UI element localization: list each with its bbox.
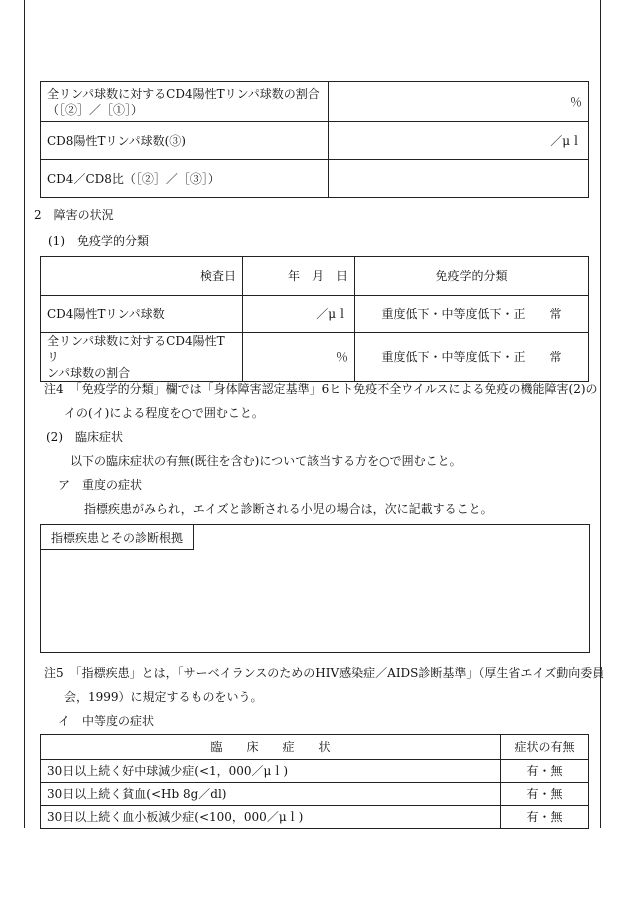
symptom-cell: 30日以上続く血小板減少症(<100，000／μｌ): [41, 806, 501, 829]
class-options[interactable]: 重度低下・中等度低下・正 常: [355, 333, 589, 382]
date-input[interactable]: 年 月 日: [243, 257, 355, 296]
subsection-heading: (2) 臨床症状: [46, 430, 123, 444]
table-row: [41, 760, 589, 783]
value-cell[interactable]: [329, 160, 589, 198]
table-row: [41, 296, 589, 333]
severe-heading: ア 重度の症状: [58, 478, 143, 492]
subsection-heading: (1) 免疫学的分類: [48, 234, 149, 248]
indicator-disease-box[interactable]: [40, 524, 590, 653]
row-label: 全リンパ球数に対するCD4陽性Tリ ンパ球数の割合: [41, 333, 243, 382]
presence-options[interactable]: 有・無: [501, 760, 589, 783]
note-5-line1: 注5 「指標疾患」とは，「サーベイランスのためのHIV感染症／AIDS診断基準」（厚生省エイズ動向委員: [44, 666, 605, 680]
page-border-right: [600, 0, 601, 828]
symptom-header: 臨 床 症 状: [41, 735, 501, 760]
moderate-heading: イ 中等度の症状: [58, 714, 155, 728]
note-4-line1: 注4 「免疫学的分類」欄では「身体障害認定基準」6ヒト免疫不全ウイルスによる免疫の機能障害(2)の: [44, 382, 598, 396]
page-border-left: [24, 0, 25, 828]
immuno-table: [40, 256, 589, 382]
table-header-row: [41, 735, 589, 760]
row-label: 全リンパ球数に対するCD4陽性Tリンパ球数の割合 （［②］／［①］）: [41, 82, 329, 122]
table-row: [41, 333, 589, 382]
value-cell[interactable]: ％: [243, 333, 355, 382]
presence-header: 症状の有無: [501, 735, 589, 760]
section-heading: 2 障害の状況: [34, 208, 114, 222]
class-header: 免疫学的分類: [355, 257, 589, 296]
table-header-row: [41, 257, 589, 296]
date-label: 検査日: [41, 257, 243, 296]
row-label: CD4陽性Tリンパ球数: [41, 296, 243, 333]
severe-text: 指標疾患がみられ，エイズと診断される小児の場合は，次に記載すること。: [84, 502, 493, 516]
table-row: [41, 160, 589, 198]
symptom-cell: 30日以上続く貧血(<Hb 8g／dl): [41, 783, 501, 806]
value-cell[interactable]: ／μｌ: [329, 122, 589, 160]
value-cell[interactable]: ／μｌ: [243, 296, 355, 333]
table-row: [41, 122, 589, 160]
presence-options[interactable]: 有・無: [501, 783, 589, 806]
presence-options[interactable]: 有・無: [501, 806, 589, 829]
table-row: [41, 783, 589, 806]
symptom-table: [40, 734, 589, 829]
symptom-cell: 30日以上続く好中球減少症(<1，000／μｌ): [41, 760, 501, 783]
class-options[interactable]: 重度低下・中等度低下・正 常: [355, 296, 589, 333]
row-label: CD8陽性Tリンパ球数(③): [41, 122, 329, 160]
note-4-line2: イの(イ)による程度を○で囲むこと。: [64, 406, 264, 420]
table-row: [41, 806, 589, 829]
indicator-disease-label: 指標疾患とその診断根拠: [41, 525, 194, 550]
value-cell[interactable]: ％: [329, 82, 589, 122]
instruction-text: 以下の臨床症状の有無(既往を含む)について該当する方を○で囲むこと。: [70, 454, 462, 468]
table-row: [41, 82, 589, 122]
lymphocyte-table: [40, 81, 589, 198]
row-label: CD4／CD8比（［②］／［③］）: [41, 160, 329, 198]
note-5-line2: 会，1999）に規定するものをいう。: [64, 690, 263, 704]
